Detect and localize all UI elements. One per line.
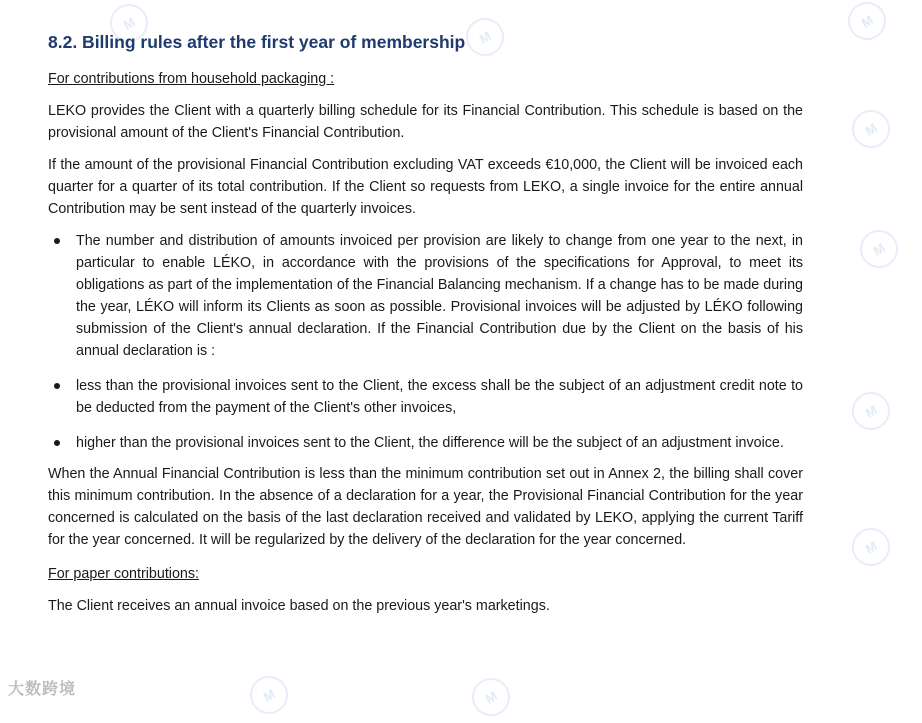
watermark-logo-icon: M [845, 521, 897, 573]
watermark-logo-icon: M [841, 0, 893, 47]
bullet-dot-icon [54, 440, 60, 446]
bullet-dot-icon [54, 238, 60, 244]
watermark-logo-icon: M [845, 103, 897, 155]
watermark-logo-icon: M [853, 223, 905, 275]
list-item-text: less than the provisional invoices sent to the Client, the excess shall be the subject of an adjustment credit note to be deducted from the payment of the Client's other invoices, [76, 378, 803, 416]
subheading-paper-contributions: For paper contributions: [48, 566, 199, 582]
watermark-logo-icon: M [465, 671, 517, 723]
paragraph-vat-threshold: If the amount of the provisional Financial Contribution excluding VAT exceeds €10,000, the Client will be invoiced each quarter for a quarter of its total contribution. If the Client so requests from LEKO, a single invoice for the entire annual Contribution may be sent instead of the quarterly invoices. [48, 157, 803, 217]
list-item [48, 230, 803, 362]
watermark-logo-icon: M [845, 385, 897, 437]
watermark-brand: 大数跨境 [8, 681, 77, 698]
watermark-logo-icon: M [243, 669, 295, 721]
list-item-text: The number and distribution of amounts invoiced per provision are likely to change from one year to the next, in particular to enable LÉKO, in accordance with the provisions of the specifications for Approval, to meet its obligations as part of the implementation of the Financial Balancing mechanism. If a change has to be made during the year, LÉKO will inform its Clients as soon as possible. Provisional invoices will be adjusted by LÉKO following submission of the Client's annual declaration. If the Financial Contribution due by the Client on the basis of his annual declaration is : [76, 233, 803, 359]
list-item-text: higher than the provisional invoices sent to the Client, the difference will be the subject of an adjustment invoice. [76, 435, 784, 451]
section-title: 8.2. Billing rules after the first year of membership [48, 32, 466, 52]
paragraph-annual-invoice: The Client receives an annual invoice based on the previous year's marketings. [48, 598, 550, 614]
watermark-logo-icon: M [103, 0, 155, 49]
bullet-dot-icon [54, 383, 60, 389]
watermark-logo-icon: M [459, 11, 511, 63]
list-item [48, 375, 803, 419]
list-item [48, 432, 803, 454]
paragraph-minimum-contribution: When the Annual Financial Contribution is less than the minimum contribution set out in Annex 2, the billing shall cover this minimum contribution. In the absence of a declaration for a year, the Provisional Financial Contribution for the year concerned is calculated on the basis of the last declaration received and validated by LEKO, applying the current Tariff for the year concerned. It will be regularized by the delivery of the declaration for the year concerned. [48, 466, 803, 548]
paragraph-quarterly-schedule: LEKO provides the Client with a quarterly billing schedule for its Financial Contribution. This schedule is based on the provisional amount of the Client's Financial Contribution. [48, 103, 803, 141]
subheading-household-packaging: For contributions from household packaging : [48, 71, 335, 87]
bullet-list [48, 230, 803, 454]
document-body [48, 30, 803, 617]
